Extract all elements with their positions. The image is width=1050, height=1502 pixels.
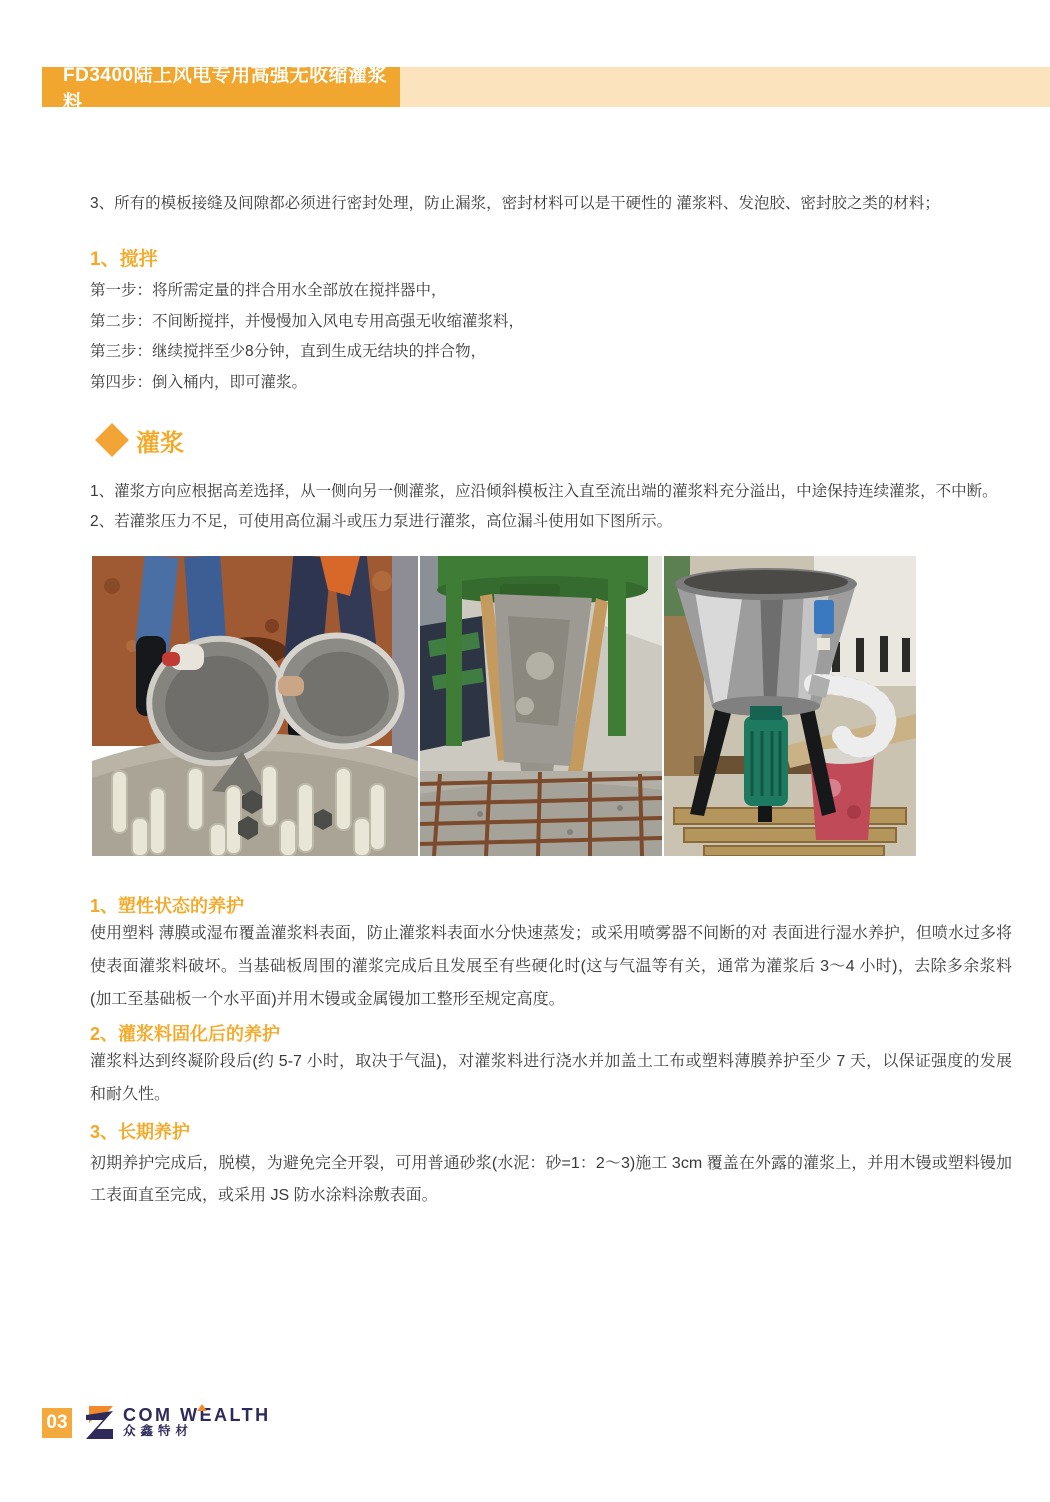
- mixing-steps: [90, 276, 524, 398]
- photo-hopper-chute: [420, 556, 662, 856]
- header-badge: [42, 65, 400, 113]
- mixing-heading: 1、搅拌: [90, 249, 158, 270]
- photo-strip: [92, 556, 916, 856]
- photo-mixer-machine: [664, 556, 916, 856]
- mixing-step: 第一步：将所需定量的拌合用水全部放在搅拌器中，: [90, 282, 447, 299]
- logo-texts: [123, 1406, 271, 1440]
- company-logo: [85, 1406, 271, 1440]
- grouting-paragraphs: [90, 477, 998, 537]
- mixing-step: 第三步：继续搅拌至少8分钟，直到生成无结块的拌合物，: [90, 343, 487, 360]
- logo-accent-icon: [197, 1404, 207, 1411]
- grouting-paragraph: 1、灌浆方向应根据高差选择，从一侧向另一侧灌浆，应沿倾斜模板注入直至流出端的灌浆料充分溢出，中途保持连续灌浆，不中断。: [90, 483, 998, 500]
- photo-bucket-pouring: [92, 556, 418, 856]
- curing-body-3: 初期养护完成后，脱模，为避免完全开裂，可用普通砂浆(水泥：砂=1：2～3)施工 3cm 覆盖在外露的灌浆上，并用木镘或塑料镘加工表面直至完成，或采用 JS 防水涂料涂敷表面。: [90, 1155, 1012, 1204]
- curing-body-1: 使用塑料 薄膜或湿布覆盖灌浆料表面，防止灌浆料表面水分快速蒸发；或采用喷雾器不间断的对 表面进行湿水养护，但喷水过多将使表面灌浆料破坏。当基础板周围的灌浆完成后且发展至有些硬化时(这与气温等有关，通常为灌浆后 3～4 小时)，去除多余浆料(加工至基础板一个水平面)并用木镘或金属镘加工整形至规定高度。: [90, 925, 1012, 1008]
- grouting-section-header: [96, 420, 184, 460]
- curing-heading-2: 2、灌浆料固化后的养护: [90, 1024, 281, 1044]
- mixing-step: 第二步：不间断搅拌，并慢慢加入风电专用高强无收缩灌浆料，: [90, 312, 525, 330]
- mixing-step: 第四步：倒入桶内，即可灌浆。: [90, 373, 308, 391]
- curing-heading-3: 3、长期养护: [90, 1122, 191, 1142]
- footer: [42, 1406, 271, 1440]
- page-number-badge: 03: [42, 1408, 72, 1438]
- logo-z-icon: [85, 1406, 115, 1440]
- intro-paragraph: 3、所有的模板接缝及间隙都必须进行密封处理，防止漏浆，密封材料可以是干硬性的 灌浆料、发泡胶、密封胶之类的材料；: [90, 195, 940, 212]
- grouting-paragraph: 2、若灌浆压力不足，可使用高位漏斗或压力泵进行灌浆，高位漏斗使用如下图所示。: [90, 513, 673, 530]
- logo-en-text: COM WEALTH: [123, 1405, 271, 1425]
- logo-cn-text: 众鑫特材: [123, 1424, 194, 1438]
- page-title: FD3400陆上风电专用高强无收缩灌浆料: [63, 65, 388, 113]
- curing-body-2: 灌浆料达到终凝阶段后(约 5-7 小时，取决于气温)，对灌浆料进行浇水并加盖土工布或塑料薄膜养护至少 7 天，以保证强度的发展和耐久性。: [90, 1053, 1012, 1103]
- grouting-heading: 灌浆: [136, 429, 184, 457]
- header-band: [42, 65, 1050, 113]
- diamond-icon: [95, 423, 129, 457]
- curing-heading-1: 1、塑性状态的养护: [90, 896, 245, 916]
